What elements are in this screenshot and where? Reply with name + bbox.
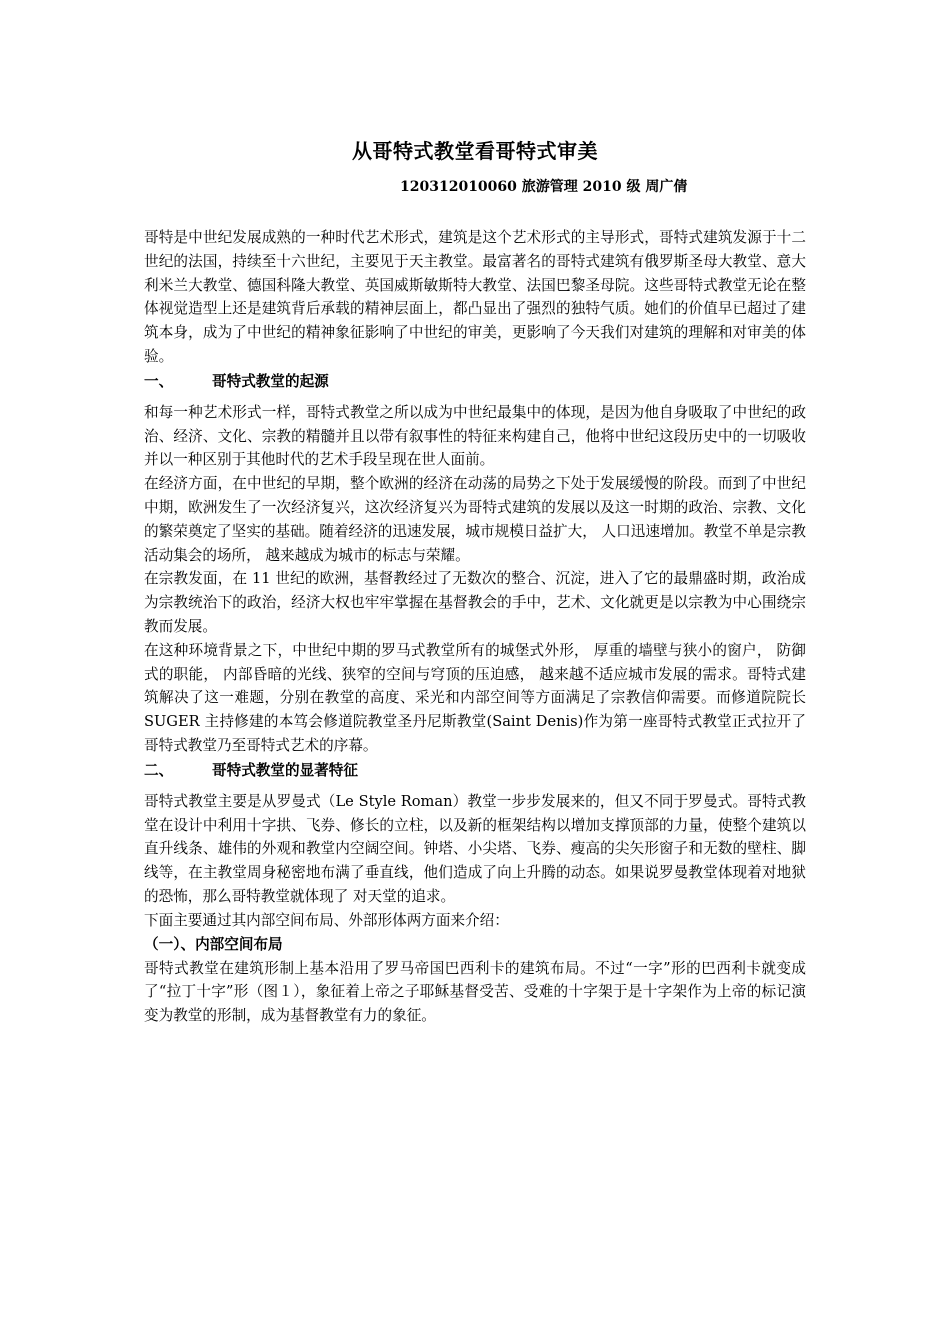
interior-paragraph: 哥特式教堂在建筑形制上基本沿用了罗马帝国巴西利卡的建筑布局。不过“一字”形的巴西利卡就变成了“拉丁十字”形（图１），象征着上帝之子耶稣基督受苦、受难的十字架于是十字架作为上帝的标记演变为教堂的形制，成为基督教堂有力的象征。	[144, 959, 806, 1025]
subsection-heading-interior: （一）、内部空间布局	[144, 935, 283, 953]
section-heading-origin	[144, 369, 806, 395]
author-line: 120312010060 旅游管理 2010 级 周广倩	[400, 179, 688, 195]
features-paragraph-2: 下面主要通过其内部空间布局、外部形体两方面来介绍：	[144, 911, 509, 929]
origin-paragraph-2: 在经济方面，在中世纪的早期，整个欧洲的经济在动荡的局势之下处于发展缓慢的阶段。而到了中世纪中期，欧洲发生了一次经济复兴，这次经济复兴为哥特式建筑的发展以及这一时期的政治、宗教、文化的繁荣奠定了坚实的基础。随着经济的迅速发展，城市规模日益扩大， 人口迅速增加。教堂不单是宗教活动集会的场所， 越来越成为城市的标志与荣耀。	[144, 475, 806, 564]
origin-paragraph-3: 在宗教发面，在 11 世纪的欧洲，基督教经过了无数次的整合、沉淀，进入了它的最鼎盛时期，政治成为宗教统治下的政治，经济大权也牢牢掌握在基督教会的手中，艺术、文化就更是以宗教为中心围绕宗教而发展。	[144, 570, 806, 635]
section-title: 哥特式教堂的显著特征	[212, 761, 358, 779]
intro-paragraph: 哥特是中世纪发展成熟的一种时代艺术形式，建筑是这个艺术形式的主导形式，哥特式建筑发源于十二世纪的法国，持续至十六世纪，主要见于天主教堂。最富著名的哥特式建筑有俄罗斯圣母大教堂、意大利米兰大教堂、德国科隆大教堂、英国威斯敏斯特大教堂、法国巴黎圣母院。这些哥特式教堂无论在整体视觉造型上还是建筑背后承载的精神层面上，都凸显出了强烈的独特气质。她们的价值早已超过了建筑本身，成为了中世纪的精神象征影响了中世纪的审美，更影响了今天我们对建筑的理解和对审美的体验。	[144, 229, 806, 365]
section-heading-features	[144, 758, 806, 784]
document-title: 从哥特式教堂看哥特式审美	[352, 139, 598, 163]
section-number: 二、	[144, 761, 174, 779]
document-body	[144, 226, 806, 1028]
section-number: 一、	[144, 372, 174, 390]
section-title: 哥特式教堂的起源	[212, 372, 329, 390]
origin-paragraph-1: 和每一种艺术形式一样，哥特式教堂之所以成为中世纪最集中的体现，是因为他自身吸取了中世纪的政治、经济、文化、宗教的精髓并且以带有叙事性的特征来构建自己，他将中世纪这段历史中的一切吸收并以一种区别于其他时代的艺术手段呈现在世人面前。	[144, 403, 806, 469]
origin-paragraph-4: 在这种环境背景之下，中世纪中期的罗马式教堂所有的城堡式外形， 厚重的墙壁与狭小的窗户， 防御式的职能， 内部昏暗的光线、狭窄的空间与穹顶的压迫感， 越来越不适应城市发展的需求。哥特式建筑解决了这一难题，分别在教堂的高度、采光和内部空间等方面满足了宗教信仰需要。而修道院院长 SUGER 主持修建的本笃会修道院教堂圣丹尼斯教堂(Saint Denis)作为第一座哥特式教堂正式拉开了哥特式教堂乃至哥特式艺术的序幕。	[144, 641, 806, 754]
features-paragraph-1: 哥特式教堂主要是从罗曼式（Le Style Roman）教堂一步步发展来的，但又不同于罗曼式。哥特式教堂在设计中利用十字拱、飞券、修长的立柱，以及新的框架结构以增加支撑顶部的力量，使整个建筑以直升线条、雄伟的外观和教堂内空阔空间。钟塔、小尖塔、飞券、瘦高的尖矢形窗子和无数的壁柱、脚线等，在主教堂周身秘密地布满了垂直线，他们造成了向上升腾的动态。如果说罗曼教堂体现着对地狱的恐怖，那么哥特教堂就体现了 对天堂的追求。	[144, 792, 806, 905]
